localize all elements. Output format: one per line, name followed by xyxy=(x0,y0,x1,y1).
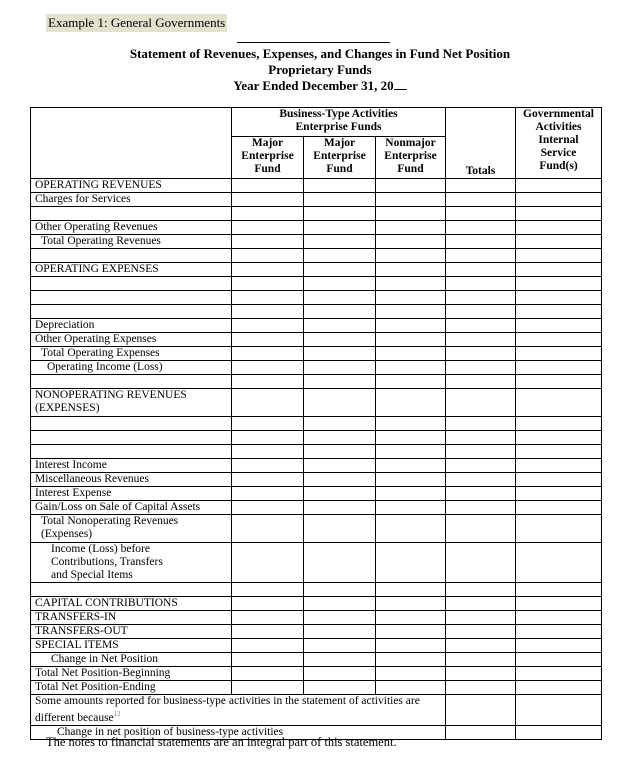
note-row-label: Some amounts reported for business-type activities in the statement of activities are different because$^{12}$ xyxy=(31,695,446,726)
title-rule xyxy=(237,42,390,43)
row-label: Total Operating Expenses xyxy=(31,347,232,361)
example-label: Example 1: General Governments xyxy=(48,15,226,30)
row-label: Gain/Loss on Sale of Capital Assets xyxy=(31,501,232,515)
footer-note: The notes to financial statements are an integral part of this statement. xyxy=(46,735,397,749)
row-label: Income (Loss) before Contributions, Transfers and Special Items xyxy=(31,543,232,583)
statement-table xyxy=(30,107,602,740)
major-fund-header-1: Major Enterprise Fund xyxy=(232,137,304,179)
row-label: OPERATING REVENUES xyxy=(31,179,232,193)
statement-subtitle: Proprietary Funds xyxy=(268,62,372,77)
row-label: Change in net position of business-type activities xyxy=(31,725,446,739)
row-label: Other Operating Revenues xyxy=(31,221,232,235)
totals-header: Totals xyxy=(446,108,516,179)
row-label: TRANSFERS-IN xyxy=(31,611,232,625)
row-label: NONOPERATING REVENUES (EXPENSES) xyxy=(31,389,232,417)
label-header-cell xyxy=(31,108,232,179)
row-label: Total Operating Revenues xyxy=(31,235,232,249)
statement-title: Statement of Revenues, Expenses, and Changes in Fund Net Position xyxy=(129,46,511,61)
row-label: TRANSFERS-OUT xyxy=(31,625,232,639)
nonmajor-fund-header: Nonmajor Enterprise Fund xyxy=(376,137,446,179)
row-label: Change in Net Position xyxy=(31,653,232,667)
row-label: OPERATING EXPENSES xyxy=(31,263,232,277)
row-label: Total Net Position-Ending xyxy=(31,681,232,695)
major-fund-header-2: Major Enterprise Fund xyxy=(304,137,376,179)
row-label: Depreciation xyxy=(31,319,232,333)
row-label: CAPITAL CONTRIBUTIONS xyxy=(31,597,232,611)
row-label: Miscellaneous Revenues xyxy=(31,473,232,487)
row-label: Other Operating Expenses xyxy=(31,333,232,347)
row-label: Operating Income (Loss) xyxy=(31,361,232,375)
row-label: Interest Expense xyxy=(31,487,232,501)
statement-year: Year Ended December 31, 20 xyxy=(60,78,580,94)
governmental-header: Governmental Activities Internal Service Fund(s) xyxy=(516,108,602,179)
row-label: Interest Income xyxy=(31,459,232,473)
row-label: Total Net Position-Beginning xyxy=(31,667,232,681)
row-label: Charges for Services xyxy=(31,193,232,207)
row-label: SPECIAL ITEMS xyxy=(31,639,232,653)
row-label: Total Nonoperating Revenues (Expenses) xyxy=(31,515,232,543)
business-type-header: Business-Type Activities Enterprise Funds xyxy=(232,108,446,137)
